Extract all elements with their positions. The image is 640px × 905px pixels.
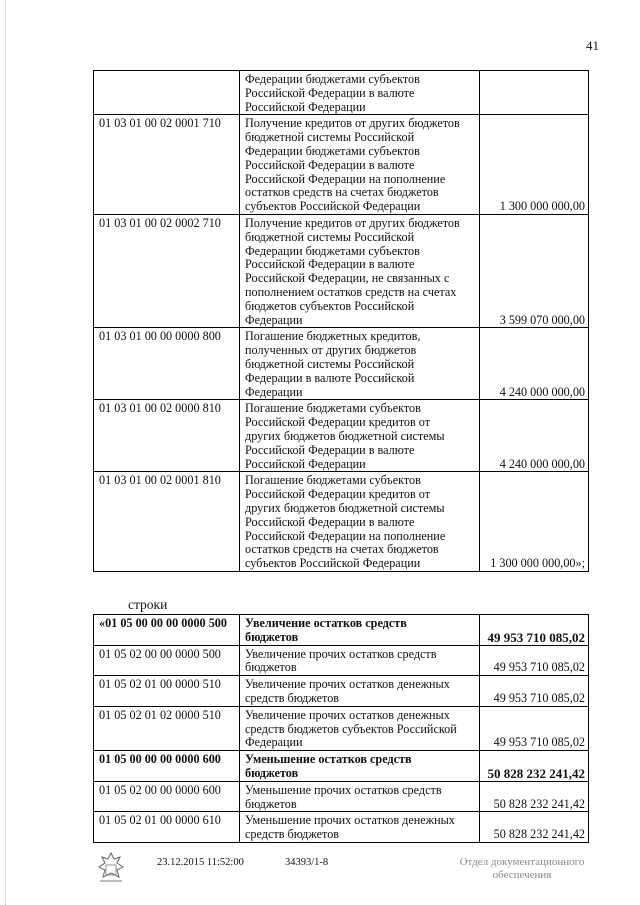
description-line: средств бюджетов xyxy=(245,690,340,705)
stamp-line-2: обеспечения xyxy=(492,869,552,881)
stamp-line-1: Отдел документационного xyxy=(459,856,585,868)
description-line: полученных от других бюджетов xyxy=(245,343,417,358)
table-row xyxy=(94,812,589,843)
row-amount: 50 828 232 241,42 xyxy=(480,781,589,812)
description-line: субъектов Российской Федерации xyxy=(245,199,421,214)
description-line: Российской Федерации в валюте xyxy=(245,257,415,272)
description-line: Российской Федерации в валюте xyxy=(245,442,415,457)
row-description xyxy=(240,781,480,812)
description-line: Уменьшение прочих остатков средств xyxy=(245,782,442,797)
row-code: 01 03 01 00 02 0000 810 xyxy=(94,400,240,472)
table-row xyxy=(94,781,589,812)
description-line: Российской Федерации xyxy=(245,456,366,471)
row-description xyxy=(240,751,480,782)
description-line: Уменьшение прочих остатков денежных xyxy=(245,813,455,828)
row-code: 01 03 01 00 02 0002 710 xyxy=(94,214,240,327)
row-amount xyxy=(480,71,589,115)
row-amount: 49 953 710 085,02 xyxy=(480,645,589,676)
footer-datetime: 23.12.2015 11:52:00 xyxy=(157,857,244,868)
description-line: Российской Федерации на пополнение xyxy=(245,528,446,543)
description-line: Погашение бюджетами субъектов xyxy=(245,401,421,416)
description-line: Российской Федерации в валюте xyxy=(245,157,415,172)
description-line: бюджетов xyxy=(245,796,297,811)
description-line: Увеличение остатков средств xyxy=(245,616,407,630)
description-line: бюджетов xyxy=(245,765,299,780)
row-code: 01 05 02 00 00 0000 600 xyxy=(94,781,240,812)
table-row xyxy=(94,71,589,115)
row-amount: 1 300 000 000,00 xyxy=(480,115,589,215)
description-line: Российской Федерации, не связанных с xyxy=(245,271,450,286)
description-line: средств бюджетов субъектов Российской xyxy=(245,721,457,736)
table-row xyxy=(94,214,589,327)
row-code xyxy=(94,71,240,115)
row-code: 01 03 01 00 00 0000 800 xyxy=(94,328,240,400)
description-line: бюджетов xyxy=(245,660,297,675)
row-description xyxy=(240,328,480,400)
row-amount: 50 828 232 241,42 xyxy=(480,812,589,843)
description-line: Погашение бюджетных кредитов, xyxy=(245,329,421,344)
description-line: остатков средств на счетах бюджетов xyxy=(245,185,439,200)
row-amount: 49 953 710 085,02 xyxy=(480,676,589,707)
description-line: бюджетной системы Российской xyxy=(245,356,415,371)
description-line: Получение кредитов от других бюджетов xyxy=(245,116,460,131)
description-line: Российской Федерации в валюте xyxy=(245,85,415,100)
budget-table-section-a xyxy=(93,70,589,572)
table-row xyxy=(94,472,589,572)
description-line: Федерации бюджетами субъектов xyxy=(245,143,420,158)
row-description xyxy=(240,71,480,115)
row-code: 01 03 01 00 02 0001 810 xyxy=(94,472,240,572)
row-code: 01 03 01 00 02 0001 710 xyxy=(94,115,240,215)
description-line: Федерации xyxy=(245,384,303,399)
row-amount: 49 953 710 085,02 xyxy=(480,706,589,750)
row-amount: 4 240 000 000,00 xyxy=(480,400,589,472)
row-code: 01 05 02 00 00 0000 500 xyxy=(94,645,240,676)
description-line: пополнением остатков средств на счетах xyxy=(245,284,457,299)
row-description xyxy=(240,706,480,750)
description-line: Федерации бюджетами субъектов xyxy=(245,72,420,86)
row-description xyxy=(240,676,480,707)
row-amount: 4 240 000 000,00 xyxy=(480,328,589,400)
description-line: бюджетов субъектов Российской xyxy=(245,298,415,313)
table-row xyxy=(94,706,589,750)
description-line: других бюджетов бюджетной системы xyxy=(245,428,445,443)
table-row xyxy=(94,115,589,215)
page-edge-line xyxy=(5,0,6,905)
description-line: Российской Федерации xyxy=(245,99,366,114)
row-code: «01 05 00 00 00 0000 500 xyxy=(94,615,240,646)
description-line: Увеличение прочих остатков денежных xyxy=(245,707,450,722)
description-line: Федерации в валюте Российской xyxy=(245,370,415,385)
budget-table-section-b xyxy=(93,614,589,843)
description-line: других бюджетов бюджетной системы xyxy=(245,500,445,515)
description-line: остатков средств на счетах бюджетов xyxy=(245,542,439,557)
description-line: Уменьшение остатков средств xyxy=(245,752,412,767)
row-description xyxy=(240,812,480,843)
description-line: Федерации xyxy=(245,312,303,327)
description-line: бюджетной системы Российской xyxy=(245,130,415,145)
table-row xyxy=(94,400,589,472)
description-line: средств бюджетов xyxy=(245,827,340,842)
row-code: 01 05 02 01 02 0000 510 xyxy=(94,706,240,750)
description-line: бюджетов xyxy=(245,629,299,644)
table-row xyxy=(94,676,589,707)
row-amount: 50 828 232 241,42 xyxy=(480,751,589,782)
row-description xyxy=(240,615,480,646)
row-amount: 3 599 070 000,00 xyxy=(480,214,589,327)
description-line: Российской Федерации на пополнение xyxy=(245,171,446,186)
description-line: Российской Федерации в валюте xyxy=(245,514,415,529)
description-line: Федерации бюджетами субъектов xyxy=(245,243,420,258)
row-description xyxy=(240,115,480,215)
row-description xyxy=(240,214,480,327)
description-line: Увеличение прочих остатков денежных xyxy=(245,677,450,692)
row-description xyxy=(240,645,480,676)
emblem-icon xyxy=(96,851,126,883)
office-stamp xyxy=(452,856,592,882)
row-description xyxy=(240,472,480,572)
table-row xyxy=(94,328,589,400)
page-number: 41 xyxy=(586,38,599,53)
row-code: 01 05 02 01 00 0000 510 xyxy=(94,676,240,707)
row-amount: 49 953 710 085,02 xyxy=(480,615,589,646)
row-code: 01 05 02 01 00 0000 610 xyxy=(94,812,240,843)
stroki-label: строки xyxy=(128,597,168,612)
description-line: Российской Федерации кредитов от xyxy=(245,415,431,430)
row-amount: 1 300 000 000,00»; xyxy=(480,472,589,572)
description-line: Погашение бюджетами субъектов xyxy=(245,473,421,488)
table-row xyxy=(94,751,589,782)
table-row xyxy=(94,645,589,676)
row-description xyxy=(240,400,480,472)
footer-doc-id: 34393/1-8 xyxy=(285,857,329,868)
description-line: бюджетной системы Российской xyxy=(245,229,415,244)
row-code: 01 05 00 00 00 0000 600 xyxy=(94,751,240,782)
description-line: Российской Федерации кредитов от xyxy=(245,487,431,502)
table-row xyxy=(94,615,589,646)
description-line: Получение кредитов от других бюджетов xyxy=(245,215,460,230)
description-line: Федерации xyxy=(245,735,303,750)
description-line: Увеличение прочих остатков средств xyxy=(245,646,437,661)
description-line: субъектов Российской Федерации xyxy=(245,556,421,571)
